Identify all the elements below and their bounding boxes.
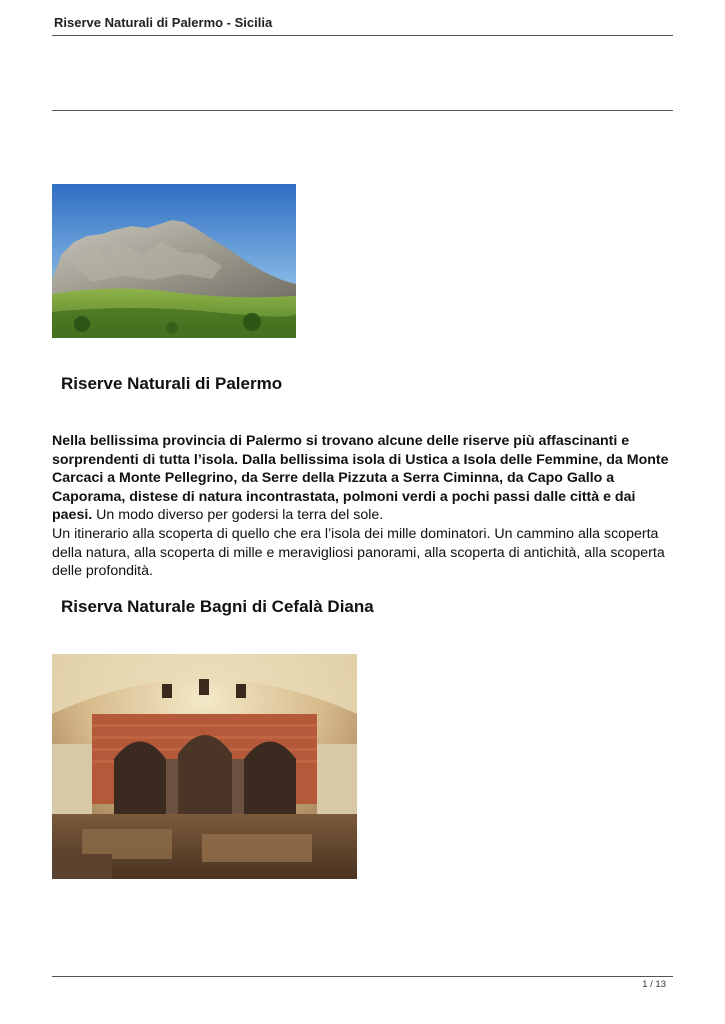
header-divider bbox=[52, 35, 673, 36]
page-number: 1 / 13 bbox=[642, 979, 666, 990]
section-heading-cefala-diana: Riserva Naturale Bagni di Cefalà Diana bbox=[61, 597, 374, 616]
baths-photo bbox=[52, 654, 357, 879]
section-divider bbox=[52, 110, 673, 111]
mountain-photo bbox=[52, 184, 296, 338]
document-header-title: Riserve Naturali di Palermo - Sicilia bbox=[54, 15, 273, 30]
itinerary-paragraph: Un itinerario alla scoperta di quello che era l’isola dei mille dominatori. Un cammino alla scoperta della natura, alla scoperta di mille e meravigliosi panorami, alla scoperta di antichità, alla scoperta delle profondità. bbox=[52, 525, 665, 580]
intro-paragraph bbox=[52, 432, 677, 581]
footer-divider bbox=[52, 976, 673, 977]
section-heading-palermo: Riserve Naturali di Palermo bbox=[61, 374, 283, 393]
intro-bold-text: Nella bellissima provincia di Palermo si trovano alcune delle riserve più affascinanti e sorprendenti di tutta l’isola. Dalla bellissima isola di Ustica a Isola delle Femmine, da Monte Carcaci a Monte Pellegrino, da Serre della Pizzuta a Serra Ciminna, da Capo Gallo a Caporama, distese di natura incontrastata, polmoni verdi a pochi passi dalle città e dai paesi. bbox=[52, 433, 669, 524]
intro-regular-text: Un modo diverso per godersi la terra del sole. bbox=[92, 507, 384, 524]
